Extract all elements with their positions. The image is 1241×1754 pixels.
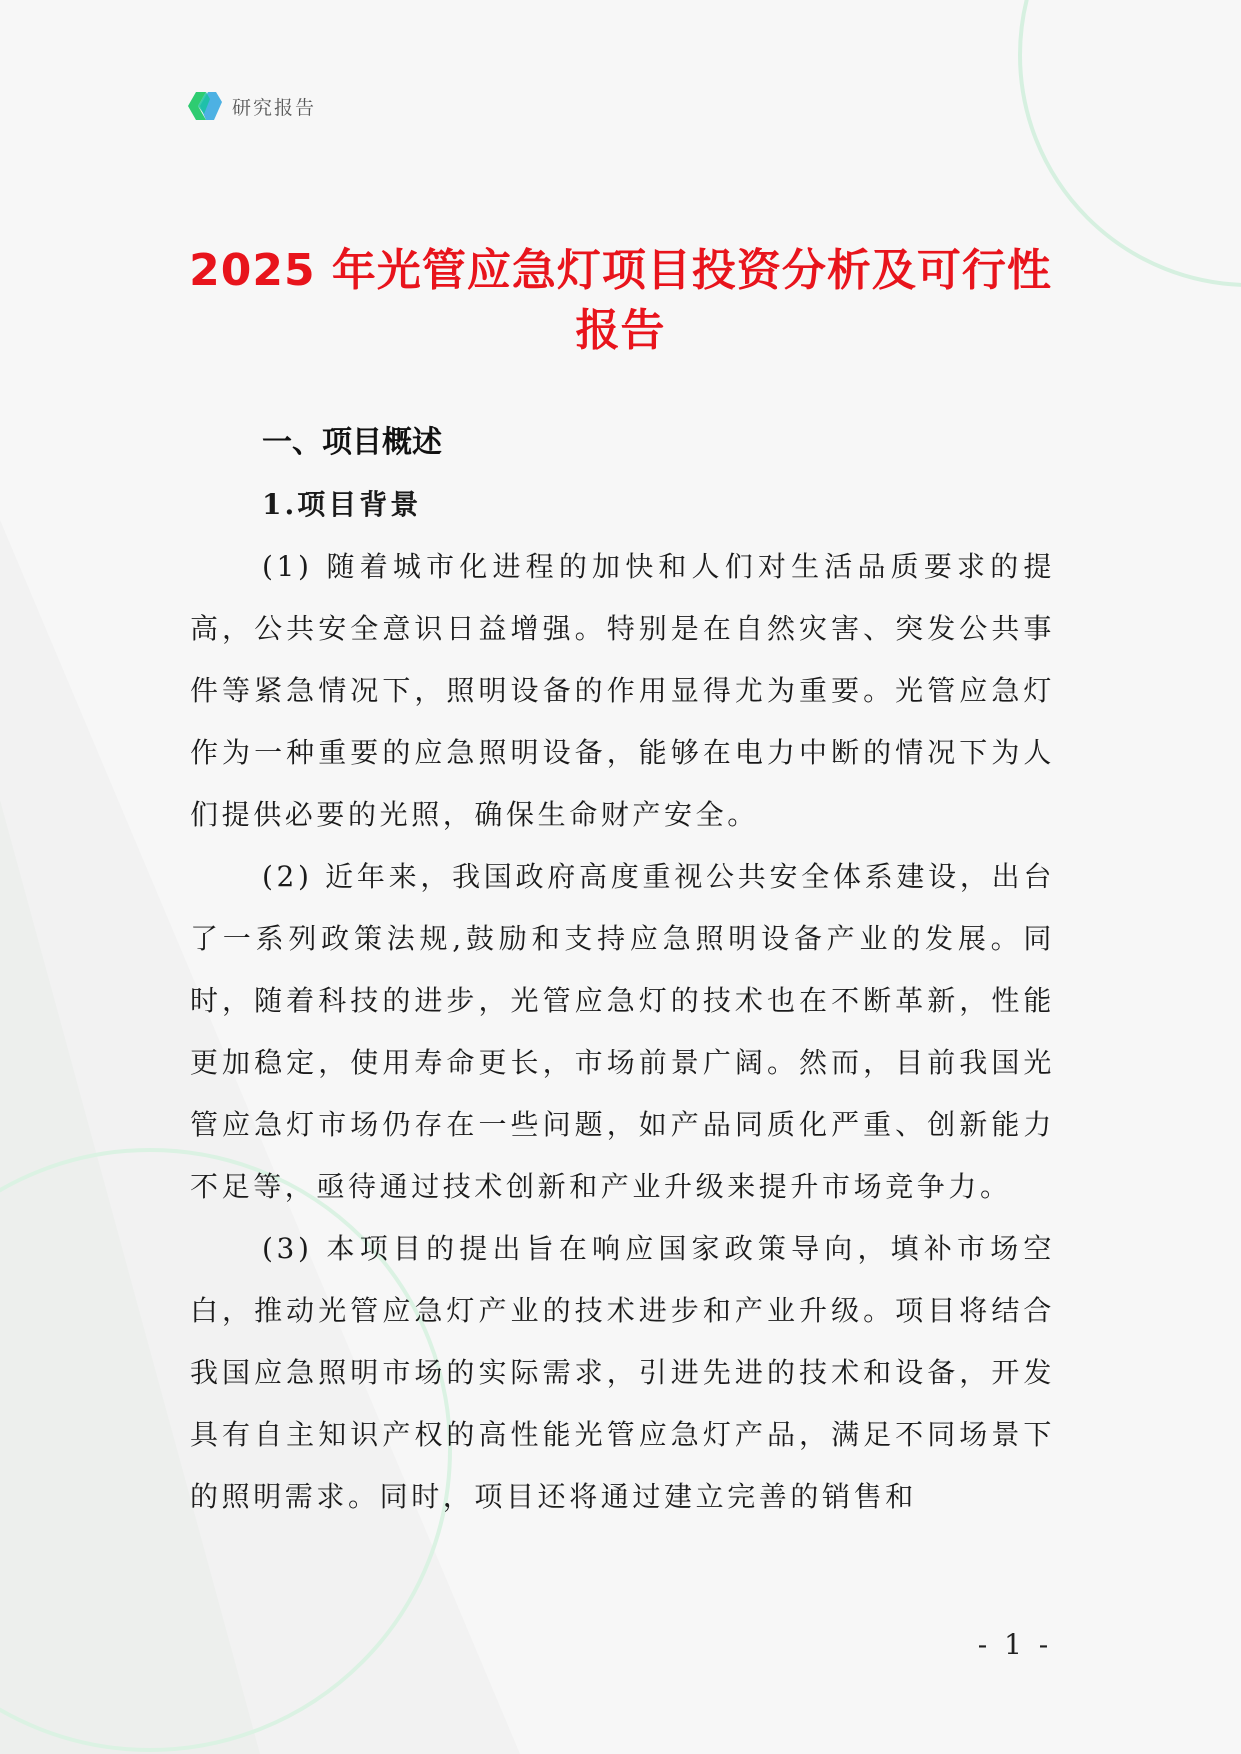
paragraph-2: (2) 近年来，我国政府高度重视公共安全体系建设，出台了一系列政策法规,鼓励和支持应急照明设备产业的发展。同时，随着科技的进步，光管应急灯的技术也在不断革新，性能更加稳定，使用寿命更长，市场前景广阔。然而，目前我国光管应急灯市场仍存在一些问题，如产品同质化严重、创新能力不足等，亟待通过技术创新和产业升级来提升市场竞争力。: [190, 860, 1055, 1203]
document-title: [150, 241, 1091, 361]
document-body: [190, 412, 1055, 1528]
paragraph-1: (1) 随着城市化进程的加快和人们对生活品质要求的提高，公共安全意识日益增强。特别是在自然灾害、突发公共事件等紧急情况下，照明设备的作用显得尤为重要。光管应急灯作为一种重要的应急照明设备，能够在电力中断的情况下为人们提供必要的光照，确保生命财产安全。: [190, 550, 1055, 831]
page-number: - 1 -: [977, 1628, 1053, 1661]
sub-heading: 1.项目背景: [262, 488, 422, 521]
title-line-2: 报告: [575, 305, 666, 357]
paragraph-3: (3) 本项目的提出旨在响应国家政策导向，填补市场空白，推动光管应急灯产业的技术进步和产业升级。项目将结合我国应急照明市场的实际需求，引进先进的技术和设备，开发具有自主知识产权的高性能光管应急灯产品，满足不同场景下的照明需求。同时，项目还将通过建立完善的销售和: [190, 1232, 1055, 1513]
hexagon-leaf-logo-icon: [186, 90, 224, 122]
header-brand: [186, 88, 316, 124]
title-line-1: 2025 年光管应急灯项目投资分析及可行性: [189, 245, 1052, 297]
brand-text: 研究报告: [232, 96, 317, 119]
section-heading: 一、项目概述: [262, 425, 442, 460]
